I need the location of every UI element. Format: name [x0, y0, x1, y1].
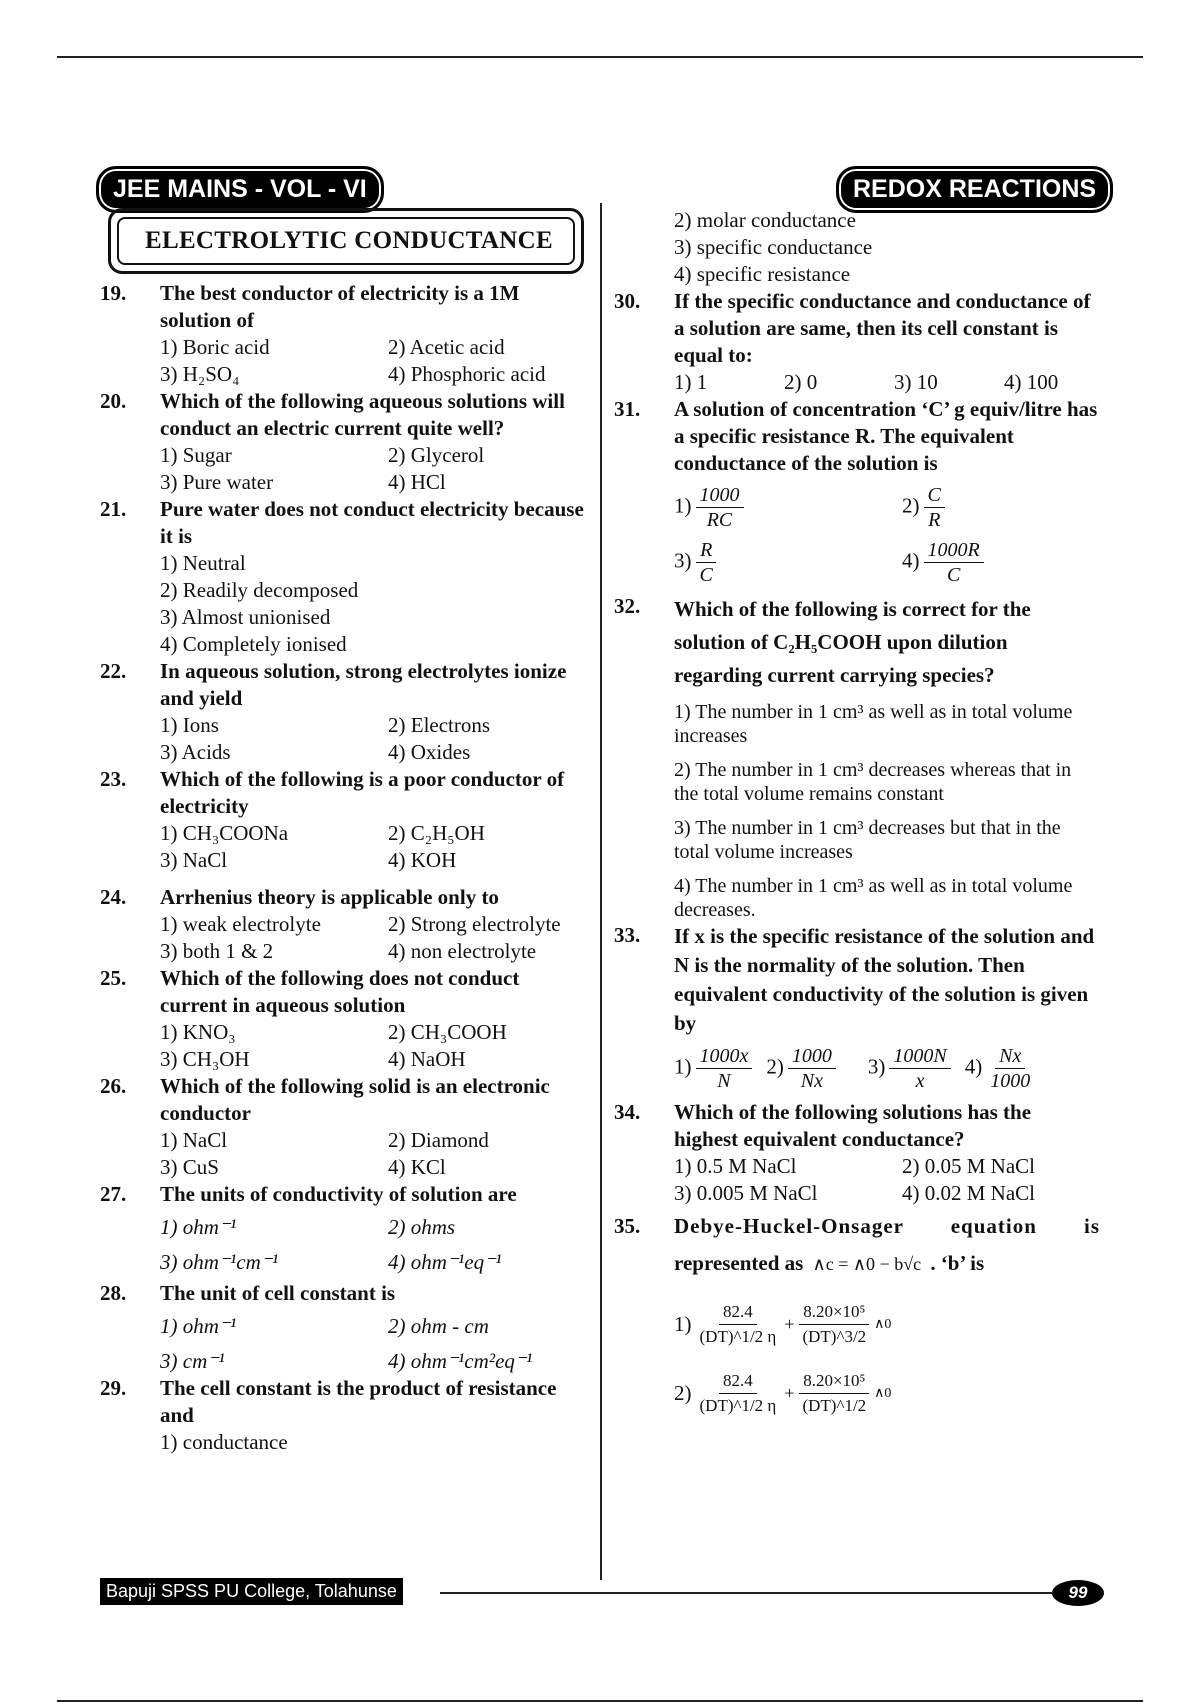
- option-2: 2) $\frac{C}{R}$: [902, 483, 1100, 532]
- page-number: 99: [1052, 1580, 1104, 1606]
- option-1: 1) CH₃COONa: [160, 821, 289, 845]
- question-34: [614, 1099, 1100, 1207]
- column-divider: [600, 203, 602, 1580]
- option-4: 4) non electrolyte: [388, 939, 537, 963]
- option-1: 1) $\frac{82.4}{(DT)\^{}1/2 \eta}$ + $\frac{\text{8.20×10⁵}}{(DT)\^{}3/2}$ ∧0: [674, 1302, 892, 1346]
- option-1: 1) $\frac{1000}{RC}$: [674, 483, 902, 532]
- question-29: [100, 1375, 588, 1456]
- option-4: 4) Completely ionised: [160, 632, 347, 656]
- question-text: The unit of cell constant is: [160, 1281, 396, 1305]
- question-number: 33.: [614, 923, 641, 947]
- footer-college-label: Bapuji SPSS PU College, Tolahunse: [100, 1578, 403, 1605]
- option-3: 3) Acids: [160, 740, 231, 764]
- option-1: 1) Ions: [160, 713, 219, 737]
- option-2: 2) 0: [784, 370, 818, 394]
- section-title: ELECTROLYTIC CONDUCTANCE: [117, 217, 575, 265]
- question-27: [100, 1181, 588, 1276]
- option-1: 1) $\frac{1000x}{N}$: [674, 1044, 756, 1093]
- option-1: 1) Neutral: [160, 551, 246, 575]
- question-number: 19.: [100, 281, 127, 305]
- option-3: 3) Pure water: [160, 470, 274, 494]
- question-30: [614, 288, 1100, 396]
- question-text: The cell constant is the product of resistance and: [160, 1376, 557, 1427]
- option-4: 4) NaOH: [388, 1047, 466, 1071]
- question-number: 35.: [614, 1214, 641, 1238]
- option-4: 4) KOH: [388, 848, 457, 872]
- option-2: 2) ohms: [388, 1215, 456, 1239]
- question-text: Which of the following is correct for the solution of C₂H₅COOH upon dilution regarding current carrying species?: [674, 597, 1031, 687]
- option-1: 1) Sugar: [160, 443, 232, 467]
- question-text: A solution of concentration ‘C’ g equiv/litre has a specific resistance R. The equivalent conductance of the solution is: [674, 397, 1098, 475]
- question-text: If x is the specific resistance of the solution and N is the normality of the solution. Then equivalent conductivity of the solution is given by: [674, 924, 1095, 1035]
- question-text: In aqueous solution, strong electrolytes ionize and yield: [160, 659, 567, 710]
- option-2: 2) $\frac{1000}{Nx}$: [766, 1044, 840, 1093]
- option-4: 4) ohm⁻¹eq⁻¹: [388, 1250, 502, 1274]
- option-3: 3) $\frac{R}{C}$: [674, 538, 902, 587]
- question-text: Which of the following does not conduct current in aqueous solution: [160, 966, 520, 1017]
- option-4: 4) Oxides: [388, 740, 471, 764]
- question-24: [100, 884, 588, 965]
- question-21: [100, 496, 588, 658]
- option-2: 2) 0.05 M NaCl: [902, 1154, 1035, 1178]
- question-number: 28.: [100, 1281, 127, 1305]
- option-4: 4) HCl: [388, 470, 446, 494]
- option-1: 1) NaCl: [160, 1128, 228, 1152]
- dho-equation: ∧c = ∧0 − b√c: [812, 1254, 922, 1274]
- question-number: 22.: [100, 659, 127, 683]
- question-number: 24.: [100, 885, 127, 909]
- question-22: [100, 658, 588, 766]
- question-number: 21.: [100, 497, 127, 521]
- section-title-box: [108, 208, 584, 274]
- question-number: 25.: [100, 966, 127, 990]
- question-19: [100, 280, 588, 388]
- question-text: The best conductor of electricity is a 1M solution of: [160, 281, 520, 332]
- question-33: [614, 922, 1100, 1093]
- right-column: [614, 207, 1100, 1418]
- option-3: 3) ohm⁻¹cm⁻¹: [160, 1250, 279, 1274]
- question-text: Which of the following solid is an electronic conductor: [160, 1074, 550, 1125]
- header-chapter-label: REDOX REACTIONS: [836, 166, 1113, 213]
- option-3: 3) specific conductance: [674, 235, 873, 259]
- option-4: 4) 100: [1004, 370, 1059, 394]
- option-1: 1) KNO₃: [160, 1020, 236, 1044]
- option-4: 4) Phosphoric acid: [388, 362, 546, 386]
- option-2: 2) Acetic acid: [388, 335, 505, 359]
- option-3: 3) CuS: [160, 1155, 219, 1179]
- option-3: 3) 10: [894, 370, 938, 394]
- question-number: 34.: [614, 1100, 641, 1124]
- option-1: 1) 1: [674, 370, 708, 394]
- question-text: If the specific conductance and conductance of a solution are same, then its cell constant is equal to:: [674, 289, 1091, 367]
- question-number: 31.: [614, 397, 641, 421]
- option-4: 4) specific resistance: [674, 262, 851, 286]
- option-1: 1) Boric acid: [160, 335, 270, 359]
- option-2: 2) Electrons: [388, 713, 491, 737]
- option-2: 2) The number in 1 cm³ decreases whereas that in the total volume remains constant: [674, 759, 1072, 805]
- option-1: 1) ohm⁻¹: [160, 1215, 237, 1239]
- question-number: 20.: [100, 389, 127, 413]
- option-1: 1) weak electrolyte: [160, 912, 321, 936]
- option-2: 2) Glycerol: [388, 443, 485, 467]
- option-3: 3) both 1 & 2: [160, 939, 274, 963]
- option-3: 3) 0.005 M NaCl: [674, 1181, 818, 1205]
- option-2: 2) Readily decomposed: [160, 578, 359, 602]
- question-32: [614, 593, 1100, 922]
- question-text-tail: . ‘b’ is: [930, 1251, 985, 1275]
- option-3: 3) CH₃OH: [160, 1047, 250, 1071]
- header-volume-label: JEE MAINS - VOL - VI: [96, 166, 384, 213]
- option-4: 4) $\frac{Nx}{1000}$: [964, 1045, 1031, 1092]
- option-2: 2) CH₃COOH: [388, 1020, 507, 1044]
- option-4: 4) KCl: [388, 1155, 446, 1179]
- question-text: The units of conductivity of solution are: [160, 1182, 517, 1206]
- option-3: 3) The number in 1 cm³ decreases but that in the total volume increases: [674, 817, 1061, 863]
- option-1: 1) 0.5 M NaCl: [674, 1154, 797, 1178]
- option-1: 1) The number in 1 cm³ as well as in total volume increases: [674, 701, 1073, 747]
- question-number: 30.: [614, 289, 641, 313]
- option-4: 4) $\frac{1000R}{C}$: [902, 538, 1100, 587]
- option-1: 1) conductance: [160, 1430, 288, 1454]
- left-column: [100, 280, 588, 1456]
- option-3: 3) Almost unionised: [160, 605, 331, 629]
- question-text: Which of the following solutions has the highest equivalent conductance?: [674, 1100, 1032, 1151]
- option-2: 2) Diamond: [388, 1128, 489, 1152]
- question-35: [614, 1213, 1100, 1418]
- option-4: 4) ohm⁻¹cm²eq⁻¹: [388, 1349, 533, 1373]
- question-text: Which of the following is a poor conductor of electricity: [160, 767, 565, 818]
- option-2: 2) molar conductance: [674, 208, 856, 232]
- option-3: 3) H₂SO₄: [160, 362, 240, 386]
- option-2: 2) $\frac{82.4}{(DT)\^{}1/2 \eta}$ + $\frac{\text{8.20×10⁵}}{(DT)\^{}1/2}$ ∧0: [674, 1371, 892, 1415]
- option-3: 3) NaCl: [160, 848, 228, 872]
- question-number: 23.: [100, 767, 127, 791]
- question-number: 32.: [614, 594, 641, 618]
- option-3: 3) $\frac{1000N}{x}$: [868, 1044, 955, 1093]
- footer-rule: [440, 1592, 1052, 1594]
- option-1: 1) ohm⁻¹: [160, 1314, 237, 1338]
- question-28: [100, 1280, 588, 1375]
- option-4: 4) 0.02 M NaCl: [902, 1181, 1035, 1205]
- option-2: 2) Strong electrolyte: [388, 912, 561, 936]
- question-26: [100, 1073, 588, 1181]
- question-23: [100, 766, 588, 874]
- option-3: 3) cm⁻¹: [160, 1349, 225, 1373]
- question-25: [100, 965, 588, 1073]
- question-text: Which of the following aqueous solutions will conduct an electric current quite well?: [160, 389, 565, 440]
- question-text: Pure water does not conduct electricity because it is: [160, 497, 584, 548]
- question-number: 26.: [100, 1074, 127, 1098]
- top-rule: [57, 56, 1143, 58]
- question-text: Debye-Huckel-Onsager equation is: [674, 1214, 1100, 1238]
- question-text: Arrhenius theory is applicable only to: [160, 885, 499, 909]
- question-29-continued: [614, 207, 1100, 288]
- option-2: 2) ohm - cm: [388, 1314, 489, 1338]
- question-20: [100, 388, 588, 496]
- question-number: 29.: [100, 1376, 127, 1400]
- option-4: 4) The number in 1 cm³ as well as in total volume decreases.: [674, 875, 1073, 921]
- question-31: [614, 396, 1100, 587]
- question-text-cont: represented as: [674, 1251, 804, 1275]
- question-number: 27.: [100, 1182, 127, 1206]
- option-2: 2) C₂H₅OH: [388, 821, 485, 845]
